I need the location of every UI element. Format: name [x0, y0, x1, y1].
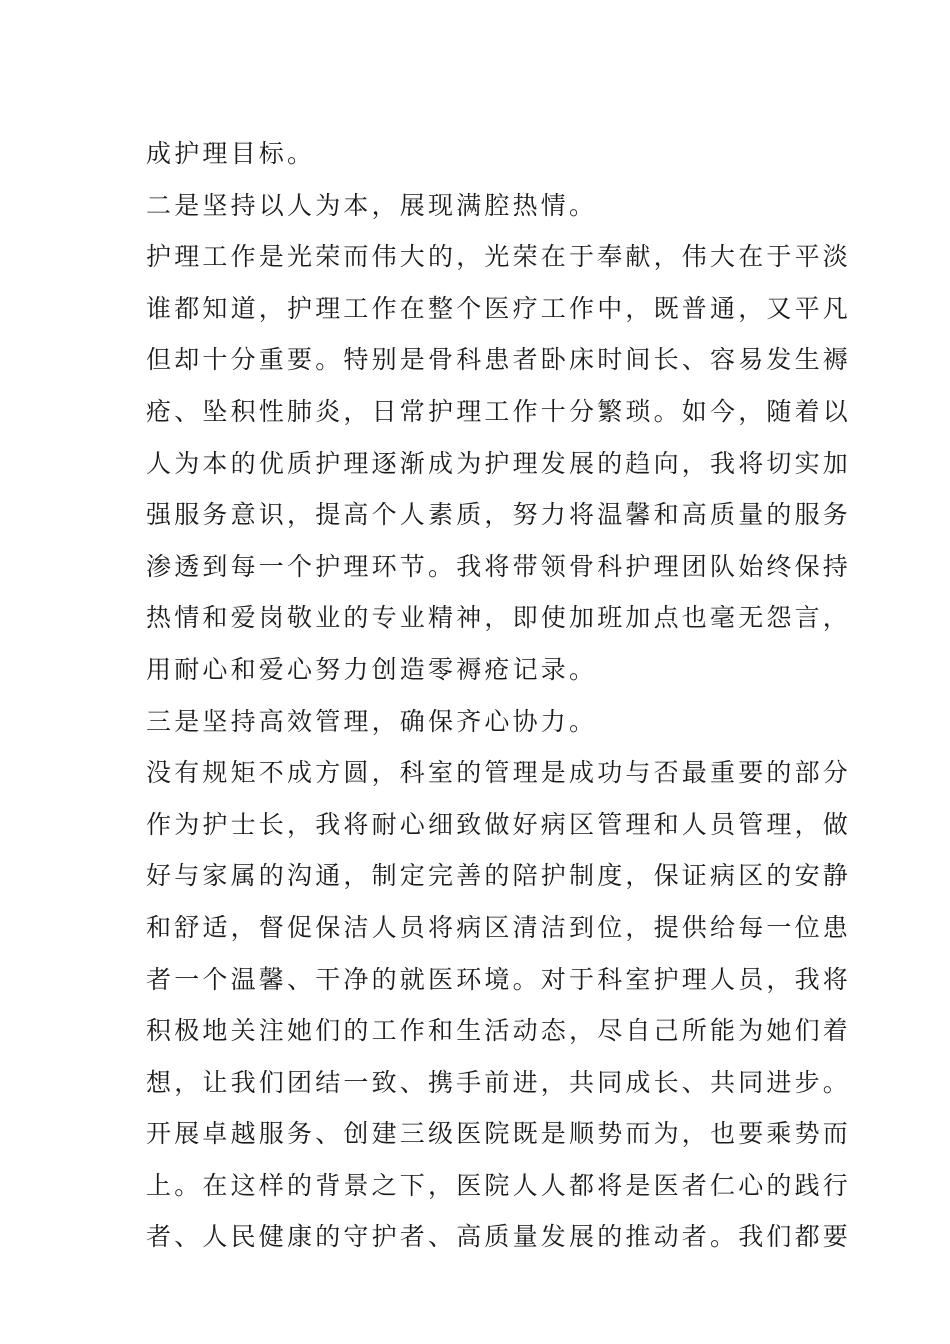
text-line: 用耐心和爱心努力创造零褥疮记录。: [146, 654, 598, 684]
text-line: 者一个温馨、干净的就医环境。对于科室护理人员，我将: [146, 964, 852, 994]
text-line: 但却十分重要。特别是骨科患者卧床时间长、容易发生褥: [146, 345, 852, 375]
text-line: 强服务意识，提高个人素质，努力将温馨和高质量的服务: [146, 500, 852, 530]
section-heading: 二是坚持以人为本，展现满腔热情。: [146, 190, 598, 220]
text-line: 积极地关注她们的工作和生活动态，尽自己所能为她们着: [146, 1016, 852, 1046]
text-line: 者、人民健康的守护者、高质量发展的推动者。我们都要: [146, 1222, 852, 1252]
text-line: 疮、坠积性肺炎，日常护理工作十分繁琐。如今，随着以: [146, 396, 852, 426]
text-line: 热情和爱岗敬业的专业精神，即使加班加点也毫无怨言，: [146, 603, 852, 633]
text-line: 成护理目标。: [146, 139, 316, 168]
text-line: 想，让我们团结一致、携手前进，共同成长、共同进步。: [146, 1067, 852, 1097]
text-line: 和舒适，督促保洁人员将病区清洁到位，提供给每一位患: [146, 912, 852, 942]
text-line: 上。在这样的背景之下，医院人人都将是医者仁心的践行: [146, 1170, 852, 1200]
body-text: [146, 128, 852, 1263]
text-line: 护理工作是光荣而伟大的，光荣在于奉献，伟大在于平淡: [146, 242, 852, 272]
text-line: 好与家属的沟通，制定完善的陪护制度，保证病区的安静: [146, 861, 852, 891]
text-line: 渗透到每一个护理环节。我将带领骨科护理团队始终保持: [146, 551, 852, 581]
text-line: 没有规矩不成方圆，科室的管理是成功与否最重要的部分: [146, 758, 852, 788]
text-line: 人为本的优质护理逐渐成为护理发展的趋向，我将切实加: [146, 448, 852, 478]
text-line: 谁都知道，护理工作在整个医疗工作中，既普通，又平凡: [146, 293, 852, 323]
section-heading: 三是坚持高效管理，确保齐心协力。: [146, 706, 598, 736]
text-line: 作为护士长，我将耐心细致做好病区管理和人员管理，做: [146, 809, 852, 839]
text-line: 开展卓越服务、创建三级医院既是顺势而为，也要乘势而: [146, 1119, 852, 1149]
